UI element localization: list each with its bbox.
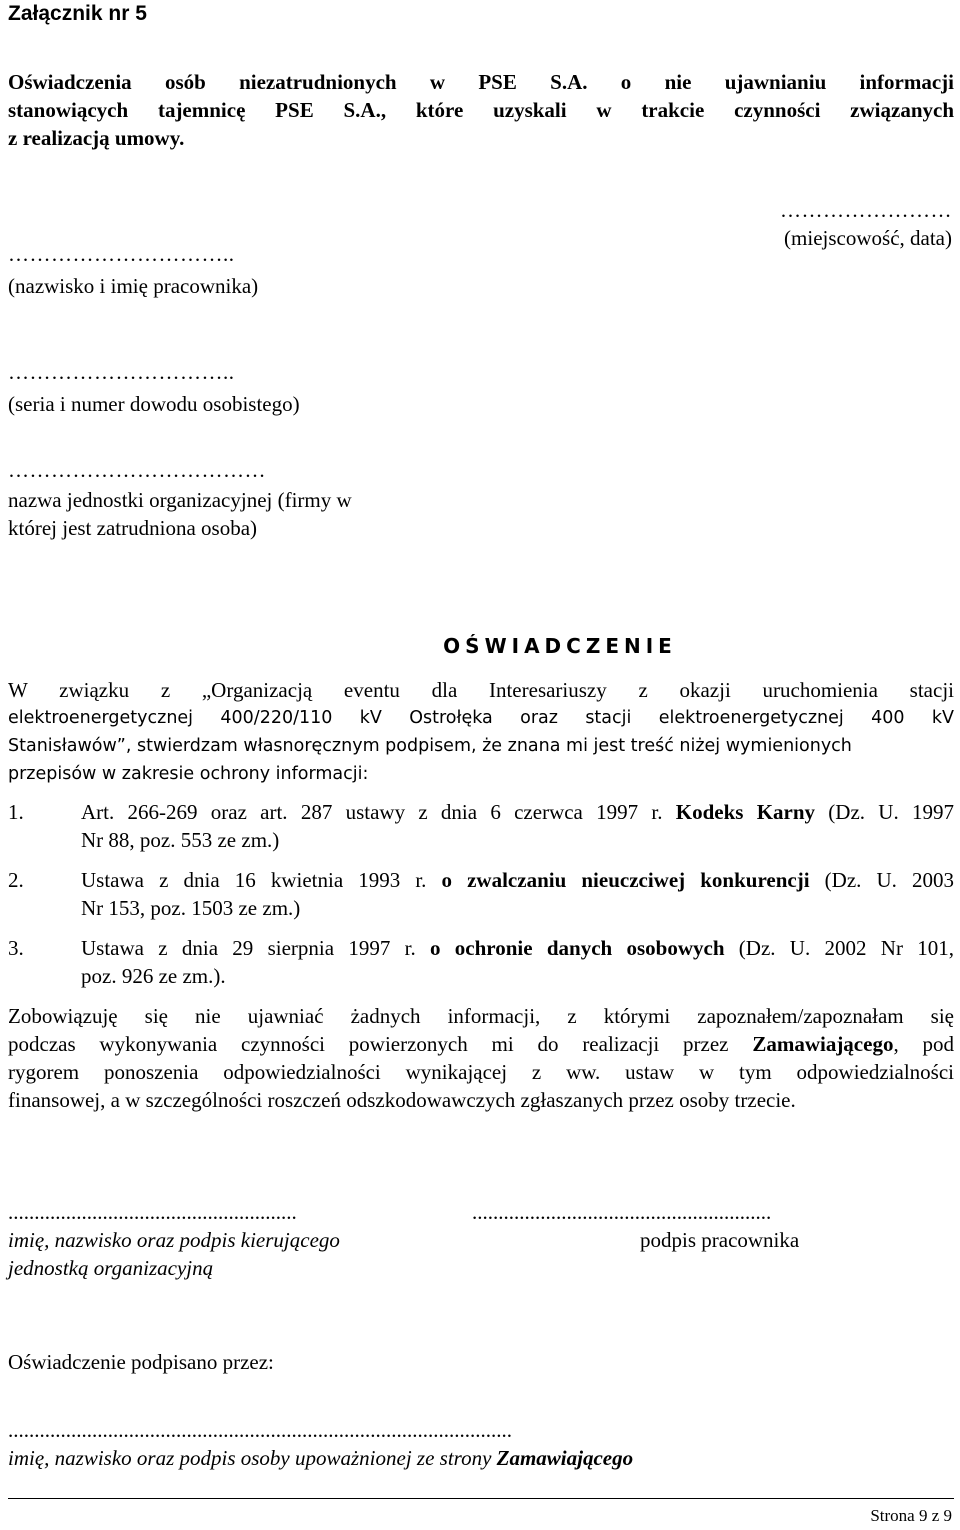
obligation-line-3: rygorem ponoszenia odpowiedzialności wynikającej z ww. ustaw w tym odpowiedzialności bbox=[8, 1060, 954, 1084]
page-number: Strona 9 z 9 bbox=[870, 1506, 952, 1525]
employee-name-label: (nazwisko i imię pracownika) bbox=[8, 274, 259, 298]
place-date-field bbox=[652, 196, 952, 252]
manager-signature-label-line-2: jednostką organizacyjną bbox=[8, 1256, 214, 1280]
law-text-line-2: poz. 926 ze zm.). bbox=[81, 964, 226, 988]
authorized-signature-dots: ................................................................................................ bbox=[8, 1418, 512, 1442]
manager-signature-field bbox=[8, 1198, 428, 1282]
place-date-dots: …………………… bbox=[780, 198, 952, 222]
employee-name-dots: ………………………….. bbox=[8, 242, 235, 266]
intro-line-4: przepisów w zakresie ochrony informacji: bbox=[8, 764, 369, 784]
law-item bbox=[8, 798, 954, 858]
unit-name-dots: ……………………………… bbox=[8, 458, 266, 482]
statement-title: OŚWIADCZENIE bbox=[443, 634, 677, 658]
obligation-paragraph bbox=[8, 1002, 954, 1114]
law-number: 1. bbox=[8, 800, 24, 824]
manager-signature-label-line-1: imię, nazwisko oraz podpis kierującego bbox=[8, 1228, 340, 1252]
unit-name-label-line-1: nazwa jednostki organizacyjnej (firmy w bbox=[8, 488, 352, 512]
intro-line-1: W związku z „Organizacją eventu dla Interesariuszy z okazji uruchomienia stacji bbox=[8, 678, 954, 702]
signed-by-label: Oświadczenie podpisano przez: bbox=[8, 1350, 274, 1374]
employee-name-field bbox=[8, 240, 458, 300]
employee-signature-field bbox=[472, 1198, 892, 1254]
heading-line-1: Oświadczenia osób niezatrudnionych w PSE S.A. o nie ujawnianiu informacji bbox=[8, 70, 954, 94]
law-text-line-2: Nr 153, poz. 1503 ze zm.) bbox=[81, 896, 301, 920]
unit-name-label-line-2: której jest zatrudniona osoba) bbox=[8, 516, 258, 540]
employee-signature-dots: ......................................................... bbox=[472, 1200, 772, 1224]
place-date-label: (miejscowość, data) bbox=[784, 226, 952, 250]
manager-signature-dots: ....................................................... bbox=[8, 1200, 297, 1224]
law-number: 2. bbox=[8, 868, 24, 892]
law-item bbox=[8, 934, 954, 994]
authorized-signature-field bbox=[8, 1416, 948, 1472]
attachment-title: Załącznik nr 5 bbox=[8, 2, 147, 25]
employee-signature-label: podpis pracownika bbox=[640, 1228, 800, 1252]
footer-divider bbox=[8, 1498, 954, 1499]
id-number-label: (seria i numer dowodu osobistego) bbox=[8, 392, 300, 416]
obligation-line-4: finansowej, a w szczególności roszczeń odszkodowawczych zgłaszanych przez osoby trzecie. bbox=[8, 1088, 796, 1112]
law-text: Ustawa z dnia 16 kwietnia 1993 r. o zwalczaniu nieuczciwej konkurencji (Dz. U. 2003 bbox=[81, 868, 954, 892]
obligation-line-1: Zobowiązuję się nie ujawniać żadnych informacji, z którymi zapoznałem/zapoznałam się bbox=[8, 1004, 954, 1028]
obligation-line-2: podczas wykonywania czynności powierzonych mi do realizacji przez Zamawiającego, pod bbox=[8, 1032, 954, 1056]
intro-line-2: elektroenergetycznej 400/220/110 kV Ostrołęka oraz stacji elektroenergetycznej 400 kV bbox=[8, 708, 954, 728]
heading-line-2: stanowiących tajemnicę PSE S.A., które uzyskali w trakcie czynności związanych bbox=[8, 98, 954, 122]
law-number: 3. bbox=[8, 936, 24, 960]
statement-intro bbox=[8, 676, 954, 788]
heading-line-3: z realizacją umowy. bbox=[8, 126, 185, 150]
authorized-signature-label: imię, nazwisko oraz podpis osoby upoważnionej ze strony Zamawiającego bbox=[8, 1446, 634, 1470]
law-text-line-2: Nr 88, poz. 553 ze zm.) bbox=[81, 828, 280, 852]
intro-line-3: Stanisławów”, stwierdzam własnoręcznym podpisem, że znana mi jest treść niżej wymienionych bbox=[8, 736, 852, 756]
law-item bbox=[8, 866, 954, 926]
unit-name-field bbox=[8, 456, 458, 542]
law-text: Art. 266-269 oraz art. 287 ustawy z dnia 6 czerwca 1997 r. Kodeks Karny (Dz. U. 1997 bbox=[81, 800, 954, 824]
document-heading bbox=[8, 68, 954, 152]
law-text: Ustawa z dnia 29 sierpnia 1997 r. o ochronie danych osobowych (Dz. U. 2002 Nr 101, bbox=[81, 936, 954, 960]
id-number-field bbox=[8, 358, 458, 418]
id-number-dots: ………………………….. bbox=[8, 360, 235, 384]
